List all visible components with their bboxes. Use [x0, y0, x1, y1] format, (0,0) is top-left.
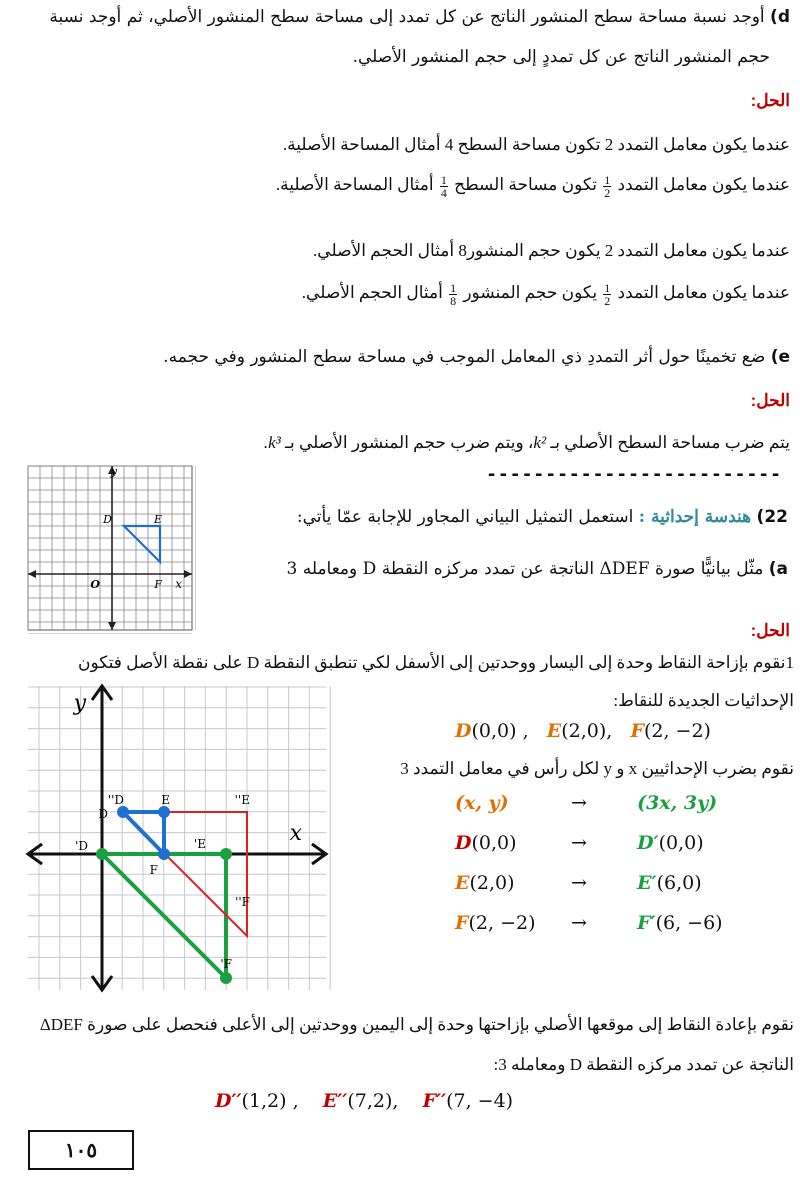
fraction-quarter: $\frac{1}{4}$: [440, 172, 447, 200]
small-f-label: F: [154, 578, 162, 591]
map-row-d: [455, 832, 775, 854]
label-e2: E'': [234, 793, 250, 807]
map-d-pt: D: [455, 832, 472, 854]
q22-part-a-text: مثّل بيانيًّا صورة ΔDEF الناتجة عن تمدد مركزه النقطة D ومعامله 3: [286, 559, 764, 579]
small-x-label: x: [175, 577, 182, 591]
s4-b: يكون حجم المنشور: [463, 283, 598, 302]
map-f-arrow: →: [571, 912, 587, 934]
dilation-graph: [22, 680, 334, 996]
separator: -------------------------: [486, 464, 782, 485]
final-d: D′′: [215, 1090, 242, 1112]
small-coordinate-graph: [24, 462, 196, 634]
part-e-text: ضع تخمينًا حول أثر التمددِ ذي المعامل الموجب في مساحة سطح المنشور وفي حجمه.: [163, 347, 766, 367]
part-d-text1: أوجد نسبة مساحة سطح المنشور الناتج عن كل تمدد إلى مساحة سطح المنشور الأصلي، ثم أوجد نسبة: [49, 7, 765, 27]
part-d-line1: [10, 4, 790, 30]
s4-a: عندما يكون معامل التمدد: [617, 283, 790, 302]
label-f2: F'': [235, 895, 250, 909]
final-d-coord: (1,2) ,: [241, 1090, 299, 1112]
map-f-to: (6, −6): [655, 912, 723, 934]
label-d2: D'': [107, 793, 124, 807]
map-d-from: (0,0): [471, 832, 517, 854]
label-d: D: [98, 807, 108, 821]
small-e-label: E: [153, 513, 162, 526]
translated-points: [455, 720, 775, 742]
map-d-img: D′: [637, 832, 659, 854]
map-row-f: [455, 912, 775, 934]
fraction-eighth: $\frac{1}{8}$: [450, 280, 457, 308]
point-d: [117, 806, 129, 818]
map-f-img: F′: [637, 912, 656, 934]
k-cubed: k³.: [263, 433, 281, 452]
solution-heading-d: الحل:: [750, 91, 790, 110]
map-header-arrow: →: [571, 792, 587, 814]
e-sol-a: يتم ضرب مساحة السطح الأصلي بـ: [550, 433, 790, 452]
map-e-to: (6,0): [656, 872, 702, 894]
s4-c: أمثال الحجم الأصلي.: [301, 283, 443, 302]
pt-f: F: [630, 720, 644, 742]
s2-a: عندما يكون معامل التمدد: [617, 175, 790, 194]
part-e: [10, 344, 790, 370]
small-y-label: y: [110, 465, 117, 478]
point-f: [158, 848, 170, 860]
q22-instruction: استعمل التمثيل البياني المجاور للإجابة عمّا يأتي:: [296, 507, 634, 527]
d-solution-s4: [10, 280, 790, 307]
small-d-label: D: [103, 513, 112, 526]
part-d-line2: [10, 44, 770, 70]
label-e: E: [161, 793, 170, 807]
big-y-label: y: [73, 691, 86, 716]
d-solution-s1: عندما يكون معامل التمدد 2 تكون مساحة السطح 4 أمثال المساحة الأصلية.: [282, 135, 790, 154]
map-d-to: (0,0): [658, 832, 704, 854]
part-e-label: e): [770, 347, 790, 367]
fraction-half-2: $\frac{1}{2}$: [604, 280, 611, 308]
s2-c: أمثال المساحة الأصلية.: [275, 175, 434, 194]
s2-b: تكون مساحة السطح: [454, 175, 598, 194]
final-points: [215, 1090, 635, 1112]
page-number: ١٠٥: [28, 1130, 134, 1170]
map-e-img: E′: [637, 872, 657, 894]
q22-number: 22): [756, 507, 788, 527]
solution-heading-e: الحل:: [750, 391, 790, 410]
pt-e: E: [546, 720, 562, 742]
map-e-pt: E: [455, 872, 470, 894]
map-e-from: (2,0): [469, 872, 515, 894]
label-e1: E': [193, 837, 206, 851]
a-sol-p4: نقوم بإعادة النقاط إلى موقعها الأصلي بإزاحتها وحدة إلى اليمين ووحدتين إلى الأعلى فنحصل على صورة ΔDEF: [39, 1015, 794, 1034]
point-d-prime: [96, 848, 108, 860]
final-e: E′′: [322, 1090, 348, 1112]
pt-d: D: [455, 720, 472, 742]
q22-part-a: [286, 556, 788, 582]
part-d-label: d): [770, 7, 790, 27]
map-header-left: (x, y): [455, 792, 509, 814]
final-f: F′′: [422, 1090, 447, 1112]
a-sol-p5: الناتجة عن تمدد مركزه النقطة D ومعامله 3:: [493, 1055, 794, 1074]
q22-part-a-label: a): [768, 559, 788, 579]
e-solution: [10, 430, 790, 456]
map-f-from: (2, −2): [468, 912, 536, 934]
e-sol-b: ، ويتم ضرب حجم المنشور الأصلي بـ: [285, 433, 534, 452]
a-sol-p3: نقوم بضرب الإحداثيين x و y لكل رأس في معامل التمدد 3: [400, 759, 794, 778]
point-e-prime: [220, 848, 232, 860]
pt-f-coord: (2, −2): [643, 720, 711, 742]
d-solution-s3: عندما يكون معامل التمدد 2 يكون حجم المنشور8 أمثال الحجم الأصلي.: [313, 241, 790, 260]
label-f: F: [149, 863, 158, 877]
map-header-right: (3x, 3y): [637, 792, 718, 814]
map-header: [455, 792, 775, 814]
point-f-prime: [220, 972, 232, 984]
small-origin-label: O: [90, 578, 100, 591]
pt-e-coord: (2,0),: [561, 720, 613, 742]
pt-d-coord: (0,0) ,: [471, 720, 529, 742]
map-f-pt: F: [455, 912, 469, 934]
d-solution-s2: [10, 172, 790, 199]
q22-topic: هندسة إحداثية :: [638, 507, 752, 527]
q22-header: [297, 504, 788, 530]
part-d-text2: حجم المنشور الناتج عن كل تمددٍ إلى حجم المنشور الأصلي.: [352, 47, 770, 67]
label-d1: D': [75, 839, 88, 853]
solution-heading-22a: الحل:: [750, 621, 790, 640]
point-e: [158, 806, 170, 818]
final-e-coord: (7,2),: [347, 1090, 399, 1112]
map-d-arrow: →: [571, 832, 587, 854]
label-f1: F': [220, 957, 232, 971]
map-e-arrow: →: [571, 872, 587, 894]
fraction-half: $\frac{1}{2}$: [604, 172, 611, 200]
big-x-label: x: [289, 821, 302, 846]
map-row-e: [455, 872, 775, 894]
a-sol-p1: 1نقوم بإزاحة النقاط وحدة إلى اليسار ووحدتين إلى الأسفل لكي تنطبق النقطة D على نقطة الأصل فتكون: [77, 653, 794, 672]
a-sol-p2: الإحداثيات الجديدة للنقاط:: [613, 691, 794, 710]
k-squared: k²: [533, 433, 547, 452]
final-f-coord: (7, −4): [446, 1090, 514, 1112]
